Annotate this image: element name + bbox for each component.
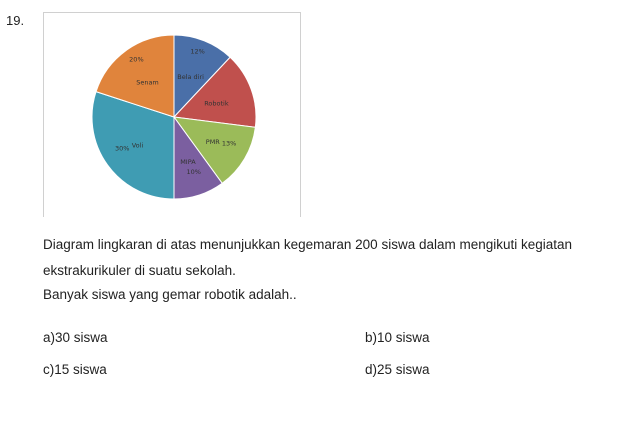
question-prompt: Banyak siswa yang gemar robotik adalah.. bbox=[43, 287, 297, 302]
pie-label-pmr: PMR bbox=[205, 137, 220, 146]
pie-label-bela-diri: Bela diri bbox=[177, 73, 204, 82]
pie-label-senam: Senam bbox=[136, 78, 159, 87]
pie-value-senam: 20% bbox=[129, 55, 144, 64]
question-text-line1: Diagram lingkaran di atas menunjukkan kegemaran 200 siswa dalam mengikuti kegiatan bbox=[43, 237, 573, 252]
pie-value-mipa: 10% bbox=[186, 167, 201, 176]
question-text-line2: ekstrakurikuler di suatu sekolah. bbox=[43, 263, 236, 278]
option-d[interactable]: d)25 siswa bbox=[365, 362, 430, 377]
pie-label-voli: Voli bbox=[131, 141, 144, 150]
pie-value-pmr: 13% bbox=[221, 139, 237, 148]
option-b[interactable]: b)10 siswa bbox=[365, 330, 430, 345]
pie-value-voli: 30% bbox=[115, 144, 130, 153]
option-c[interactable]: c)15 siswa bbox=[43, 362, 107, 377]
pie-chart-frame bbox=[43, 12, 301, 217]
question-number: 19. bbox=[6, 13, 25, 28]
pie-label-robotik: Robotik bbox=[204, 99, 229, 108]
pie-value-bela-diri: 12% bbox=[190, 47, 205, 56]
pie-label-mipa: MIPA bbox=[180, 157, 196, 166]
pie-chart bbox=[44, 13, 302, 218]
option-a[interactable]: a)30 siswa bbox=[43, 330, 108, 345]
